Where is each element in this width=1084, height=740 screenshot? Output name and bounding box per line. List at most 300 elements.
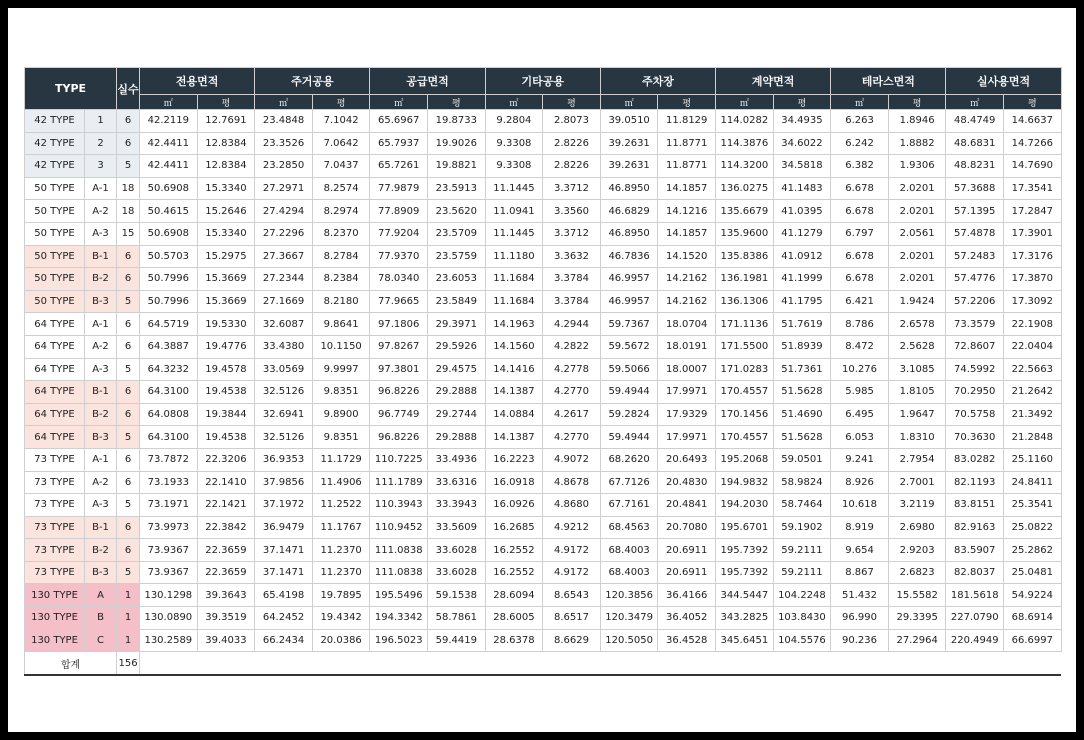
value-cell: 9.3308 <box>485 132 543 155</box>
value-cell: 46.9957 <box>600 290 658 313</box>
value-cell: 18.0191 <box>658 335 716 358</box>
value-cell: 12.8384 <box>197 155 255 178</box>
value-cell: 25.0481 <box>1004 561 1062 584</box>
value-cell: 8.2574 <box>312 177 370 200</box>
value-cell: 8.2974 <box>312 200 370 223</box>
value-cell: 15.3669 <box>197 268 255 291</box>
value-cell: 14.1387 <box>485 426 543 449</box>
value-cell: 22.1908 <box>1004 313 1062 336</box>
type-cell: 130 TYPE <box>25 629 85 652</box>
value-cell: 111.0838 <box>370 539 428 562</box>
units-cell: 6 <box>117 539 140 562</box>
value-cell: 51.4690 <box>773 403 831 426</box>
value-cell: 11.1729 <box>312 448 370 471</box>
value-cell: 33.6316 <box>428 471 486 494</box>
value-cell: 195.7392 <box>716 561 774 584</box>
value-cell: 65.6967 <box>370 110 428 133</box>
value-cell: 114.0282 <box>716 110 774 133</box>
value-cell: 135.6679 <box>716 200 774 223</box>
table-row <box>25 245 1062 268</box>
value-cell: 1.9647 <box>888 403 946 426</box>
value-cell: 50.5703 <box>140 245 198 268</box>
value-cell: 74.5992 <box>946 358 1004 381</box>
value-cell: 16.2552 <box>485 539 543 562</box>
total-units: 156 <box>117 652 140 676</box>
value-cell: 32.5126 <box>255 381 313 404</box>
value-cell: 42.4411 <box>140 132 198 155</box>
value-cell: 58.9824 <box>773 471 831 494</box>
value-cell: 17.3092 <box>1004 290 1062 313</box>
value-cell: 2.0201 <box>888 268 946 291</box>
table-body <box>25 110 1062 652</box>
value-cell: 14.7266 <box>1004 132 1062 155</box>
value-cell: 194.3342 <box>370 607 428 630</box>
units-cell: 5 <box>117 290 140 313</box>
subtype-cell: A-1 <box>85 448 117 471</box>
value-cell: 3.3784 <box>543 290 601 313</box>
units-cell: 6 <box>117 268 140 291</box>
value-cell: 17.9329 <box>658 403 716 426</box>
value-cell: 66.6997 <box>1004 629 1062 652</box>
value-cell: 4.2944 <box>543 313 601 336</box>
value-cell: 6.263 <box>831 110 889 133</box>
value-cell: 32.5126 <box>255 426 313 449</box>
value-cell: 73.1933 <box>140 471 198 494</box>
value-cell: 50.6908 <box>140 222 198 245</box>
value-cell: 33.4936 <box>428 448 486 471</box>
value-cell: 6.797 <box>831 222 889 245</box>
value-cell: 70.2950 <box>946 381 1004 404</box>
value-cell: 19.4776 <box>197 335 255 358</box>
value-cell: 22.1410 <box>197 471 255 494</box>
value-cell: 194.2030 <box>716 494 774 517</box>
value-cell: 59.7367 <box>600 313 658 336</box>
value-cell: 46.6829 <box>600 200 658 223</box>
value-cell: 19.4578 <box>197 358 255 381</box>
value-cell: 14.1857 <box>658 177 716 200</box>
value-cell: 14.7690 <box>1004 155 1062 178</box>
value-cell: 29.2888 <box>428 381 486 404</box>
value-cell: 96.8226 <box>370 381 428 404</box>
value-cell: 14.1387 <box>485 381 543 404</box>
value-cell: 6.242 <box>831 132 889 155</box>
table-row <box>25 313 1062 336</box>
table-row <box>25 607 1062 630</box>
value-cell: 27.3667 <box>255 245 313 268</box>
value-cell: 16.2685 <box>485 516 543 539</box>
unit-m2-header: ㎡ <box>255 95 313 110</box>
value-cell: 59.2111 <box>773 539 831 562</box>
value-cell: 68.4003 <box>600 561 658 584</box>
value-cell: 27.2344 <box>255 268 313 291</box>
value-cell: 36.4166 <box>658 584 716 607</box>
value-cell: 136.0275 <box>716 177 774 200</box>
value-cell: 51.5628 <box>773 426 831 449</box>
value-cell: 4.2770 <box>543 381 601 404</box>
value-cell: 20.6911 <box>658 561 716 584</box>
value-cell: 6.678 <box>831 268 889 291</box>
value-cell: 64.3100 <box>140 381 198 404</box>
page <box>8 8 1076 732</box>
value-cell: 2.6578 <box>888 313 946 336</box>
value-cell: 36.9479 <box>255 516 313 539</box>
value-cell: 8.867 <box>831 561 889 584</box>
value-cell: 2.8226 <box>543 155 601 178</box>
value-cell: 135.9600 <box>716 222 774 245</box>
value-cell: 345.6451 <box>716 629 774 652</box>
type-cell: 73 TYPE <box>25 494 85 517</box>
value-cell: 8.786 <box>831 313 889 336</box>
units-cell: 18 <box>117 200 140 223</box>
value-cell: 20.6493 <box>658 448 716 471</box>
subtype-cell: B-2 <box>85 539 117 562</box>
value-cell: 46.7836 <box>600 245 658 268</box>
value-cell: 104.5576 <box>773 629 831 652</box>
value-cell: 4.8678 <box>543 471 601 494</box>
group-header: 공급면적 <box>370 68 485 95</box>
value-cell: 29.3971 <box>428 313 486 336</box>
total-filler <box>140 652 1062 676</box>
value-cell: 58.7464 <box>773 494 831 517</box>
value-cell: 27.2971 <box>255 177 313 200</box>
value-cell: 64.2452 <box>255 607 313 630</box>
subtype-cell: A-3 <box>85 222 117 245</box>
value-cell: 70.3630 <box>946 426 1004 449</box>
subtype-cell: B-1 <box>85 516 117 539</box>
value-cell: 57.4776 <box>946 268 1004 291</box>
value-cell: 59.1538 <box>428 584 486 607</box>
value-cell: 96.990 <box>831 607 889 630</box>
type-cell: 73 TYPE <box>25 471 85 494</box>
subtype-cell: A-3 <box>85 494 117 517</box>
units-cell: 5 <box>117 155 140 178</box>
value-cell: 110.9452 <box>370 516 428 539</box>
value-cell: 5.985 <box>831 381 889 404</box>
value-cell: 136.1981 <box>716 268 774 291</box>
table-row <box>25 561 1062 584</box>
table-row <box>25 177 1062 200</box>
value-cell: 18.0704 <box>658 313 716 336</box>
value-cell: 46.9957 <box>600 268 658 291</box>
type-cell: 42 TYPE <box>25 132 85 155</box>
unit-m2-header: ㎡ <box>140 95 198 110</box>
value-cell: 11.0941 <box>485 200 543 223</box>
type-cell: 64 TYPE <box>25 403 85 426</box>
value-cell: 15.3340 <box>197 177 255 200</box>
value-cell: 25.3541 <box>1004 494 1062 517</box>
value-cell: 59.4944 <box>600 426 658 449</box>
units-cell: 1 <box>117 607 140 630</box>
value-cell: 15.2975 <box>197 245 255 268</box>
type-cell: 130 TYPE <box>25 607 85 630</box>
value-cell: 59.0501 <box>773 448 831 471</box>
type-cell: 64 TYPE <box>25 335 85 358</box>
value-cell: 120.3856 <box>600 584 658 607</box>
table-row <box>25 222 1062 245</box>
value-cell: 68.6914 <box>1004 607 1062 630</box>
units-cell: 6 <box>117 516 140 539</box>
type-cell: 64 TYPE <box>25 313 85 336</box>
value-cell: 73.7872 <box>140 448 198 471</box>
table-row <box>25 290 1062 313</box>
value-cell: 6.382 <box>831 155 889 178</box>
value-cell: 36.4528 <box>658 629 716 652</box>
value-cell: 220.4949 <box>946 629 1004 652</box>
subtype-cell: A-2 <box>85 471 117 494</box>
value-cell: 14.1857 <box>658 222 716 245</box>
value-cell: 9.2804 <box>485 110 543 133</box>
value-cell: 36.9353 <box>255 448 313 471</box>
value-cell: 9.654 <box>831 539 889 562</box>
subtype-cell: A-3 <box>85 358 117 381</box>
units-cell: 6 <box>117 335 140 358</box>
value-cell: 16.2223 <box>485 448 543 471</box>
value-cell: 2.8073 <box>543 110 601 133</box>
value-cell: 1.8105 <box>888 381 946 404</box>
value-cell: 110.7225 <box>370 448 428 471</box>
value-cell: 14.1560 <box>485 335 543 358</box>
type-cell: 73 TYPE <box>25 561 85 584</box>
value-cell: 41.1483 <box>773 177 831 200</box>
value-cell: 51.7361 <box>773 358 831 381</box>
unit-py-header: 평 <box>773 95 831 110</box>
table-row <box>25 448 1062 471</box>
unit-py-header: 평 <box>197 95 255 110</box>
value-cell: 59.1902 <box>773 516 831 539</box>
value-cell: 6.495 <box>831 403 889 426</box>
value-cell: 33.6028 <box>428 539 486 562</box>
value-cell: 11.2370 <box>312 561 370 584</box>
value-cell: 16.0918 <box>485 471 543 494</box>
value-cell: 14.1963 <box>485 313 543 336</box>
value-cell: 15.2646 <box>197 200 255 223</box>
value-cell: 8.6517 <box>543 607 601 630</box>
type-header: TYPE <box>25 68 117 110</box>
group-header: 계약면적 <box>716 68 831 95</box>
header-row-groups <box>25 68 1062 95</box>
value-cell: 11.1767 <box>312 516 370 539</box>
value-cell: 11.1445 <box>485 177 543 200</box>
value-cell: 16.0926 <box>485 494 543 517</box>
type-cell: 73 TYPE <box>25 516 85 539</box>
value-cell: 82.1193 <box>946 471 1004 494</box>
value-cell: 7.0642 <box>312 132 370 155</box>
unit-m2-header: ㎡ <box>485 95 543 110</box>
subtype-cell: B-1 <box>85 245 117 268</box>
units-cell: 1 <box>117 629 140 652</box>
value-cell: 73.9367 <box>140 539 198 562</box>
value-cell: 4.9172 <box>543 539 601 562</box>
value-cell: 77.9204 <box>370 222 428 245</box>
units-cell: 18 <box>117 177 140 200</box>
total-label: 합계 <box>25 652 117 676</box>
value-cell: 83.5907 <box>946 539 1004 562</box>
value-cell: 20.6911 <box>658 539 716 562</box>
value-cell: 27.1669 <box>255 290 313 313</box>
value-cell: 83.8151 <box>946 494 1004 517</box>
value-cell: 77.9665 <box>370 290 428 313</box>
value-cell: 37.9856 <box>255 471 313 494</box>
value-cell: 1.9424 <box>888 290 946 313</box>
value-cell: 65.7261 <box>370 155 428 178</box>
table-row <box>25 539 1062 562</box>
value-cell: 2.0201 <box>888 245 946 268</box>
value-cell: 51.8939 <box>773 335 831 358</box>
value-cell: 2.8226 <box>543 132 601 155</box>
value-cell: 10.276 <box>831 358 889 381</box>
value-cell: 77.9370 <box>370 245 428 268</box>
value-cell: 48.8231 <box>946 155 1004 178</box>
value-cell: 33.3943 <box>428 494 486 517</box>
unit-py-header: 평 <box>543 95 601 110</box>
value-cell: 68.4003 <box>600 539 658 562</box>
value-cell: 196.5023 <box>370 629 428 652</box>
units-cell: 6 <box>117 110 140 133</box>
unit-m2-header: ㎡ <box>370 95 428 110</box>
value-cell: 6.678 <box>831 200 889 223</box>
value-cell: 39.4033 <box>197 629 255 652</box>
value-cell: 50.7996 <box>140 290 198 313</box>
value-cell: 170.4557 <box>716 426 774 449</box>
units-cell: 6 <box>117 132 140 155</box>
table-row <box>25 494 1062 517</box>
value-cell: 2.6823 <box>888 561 946 584</box>
value-cell: 54.9224 <box>1004 584 1062 607</box>
value-cell: 9.8641 <box>312 313 370 336</box>
value-cell: 28.6094 <box>485 584 543 607</box>
subtype-cell: B-3 <box>85 426 117 449</box>
value-cell: 3.3560 <box>543 200 601 223</box>
table-row <box>25 358 1062 381</box>
value-cell: 23.5709 <box>428 222 486 245</box>
value-cell: 50.6908 <box>140 177 198 200</box>
value-cell: 195.7392 <box>716 539 774 562</box>
value-cell: 29.2744 <box>428 403 486 426</box>
value-cell: 170.1456 <box>716 403 774 426</box>
units-cell: 6 <box>117 245 140 268</box>
value-cell: 32.6941 <box>255 403 313 426</box>
value-cell: 10.618 <box>831 494 889 517</box>
value-cell: 227.0790 <box>946 607 1004 630</box>
value-cell: 19.7895 <box>312 584 370 607</box>
value-cell: 68.4563 <box>600 516 658 539</box>
value-cell: 34.4935 <box>773 110 831 133</box>
value-cell: 18.0007 <box>658 358 716 381</box>
value-cell: 28.6378 <box>485 629 543 652</box>
value-cell: 46.8950 <box>600 222 658 245</box>
value-cell: 20.0386 <box>312 629 370 652</box>
value-cell: 96.7749 <box>370 403 428 426</box>
value-cell: 73.9367 <box>140 561 198 584</box>
value-cell: 67.7126 <box>600 471 658 494</box>
value-cell: 19.9026 <box>428 132 486 155</box>
unit-py-header: 평 <box>312 95 370 110</box>
table-row <box>25 584 1062 607</box>
value-cell: 135.8386 <box>716 245 774 268</box>
type-cell: 50 TYPE <box>25 268 85 291</box>
table-row <box>25 200 1062 223</box>
unit-py-header: 평 <box>428 95 486 110</box>
value-cell: 97.8267 <box>370 335 428 358</box>
value-cell: 8.2784 <box>312 245 370 268</box>
subtype-cell: 2 <box>85 132 117 155</box>
value-cell: 17.9971 <box>658 426 716 449</box>
value-cell: 29.2888 <box>428 426 486 449</box>
value-cell: 136.1306 <box>716 290 774 313</box>
unit-py-header: 평 <box>888 95 946 110</box>
value-cell: 59.2111 <box>773 561 831 584</box>
value-cell: 4.9172 <box>543 561 601 584</box>
value-cell: 23.6053 <box>428 268 486 291</box>
unit-m2-header: ㎡ <box>600 95 658 110</box>
value-cell: 4.2617 <box>543 403 601 426</box>
table-row <box>25 155 1062 178</box>
value-cell: 15.3669 <box>197 290 255 313</box>
value-cell: 171.5500 <box>716 335 774 358</box>
value-cell: 42.4411 <box>140 155 198 178</box>
value-cell: 65.4198 <box>255 584 313 607</box>
value-cell: 22.3659 <box>197 539 255 562</box>
value-cell: 14.1216 <box>658 200 716 223</box>
value-cell: 39.3519 <box>197 607 255 630</box>
type-cell: 64 TYPE <box>25 381 85 404</box>
value-cell: 59.5672 <box>600 335 658 358</box>
value-cell: 104.2248 <box>773 584 831 607</box>
type-cell: 73 TYPE <box>25 448 85 471</box>
subtype-cell: A-1 <box>85 313 117 336</box>
value-cell: 17.3901 <box>1004 222 1062 245</box>
value-cell: 103.8430 <box>773 607 831 630</box>
value-cell: 14.2162 <box>658 290 716 313</box>
value-cell: 77.9879 <box>370 177 428 200</box>
value-cell: 14.1416 <box>485 358 543 381</box>
units-cell: 5 <box>117 426 140 449</box>
value-cell: 41.1999 <box>773 268 831 291</box>
value-cell: 82.9163 <box>946 516 1004 539</box>
value-cell: 22.3659 <box>197 561 255 584</box>
unit-m2-header: ㎡ <box>946 95 1004 110</box>
value-cell: 19.5330 <box>197 313 255 336</box>
type-cell: 50 TYPE <box>25 222 85 245</box>
subtype-cell: A-2 <box>85 335 117 358</box>
group-header: 테라스면적 <box>831 68 946 95</box>
value-cell: 114.3876 <box>716 132 774 155</box>
value-cell: 29.5926 <box>428 335 486 358</box>
value-cell: 32.6087 <box>255 313 313 336</box>
value-cell: 41.1795 <box>773 290 831 313</box>
value-cell: 37.1972 <box>255 494 313 517</box>
value-cell: 42.2119 <box>140 110 198 133</box>
table-row <box>25 471 1062 494</box>
value-cell: 8.2384 <box>312 268 370 291</box>
value-cell: 34.6022 <box>773 132 831 155</box>
value-cell: 46.8950 <box>600 177 658 200</box>
value-cell: 51.5628 <box>773 381 831 404</box>
value-cell: 19.8733 <box>428 110 486 133</box>
value-cell: 41.0912 <box>773 245 831 268</box>
unit-py-header: 평 <box>1004 95 1062 110</box>
value-cell: 57.2206 <box>946 290 1004 313</box>
table-row <box>25 629 1062 652</box>
value-cell: 20.4841 <box>658 494 716 517</box>
value-cell: 3.2119 <box>888 494 946 517</box>
value-cell: 59.4944 <box>600 381 658 404</box>
value-cell: 64.0808 <box>140 403 198 426</box>
value-cell: 39.2631 <box>600 132 658 155</box>
value-cell: 70.5758 <box>946 403 1004 426</box>
value-cell: 11.2522 <box>312 494 370 517</box>
value-cell: 171.1136 <box>716 313 774 336</box>
